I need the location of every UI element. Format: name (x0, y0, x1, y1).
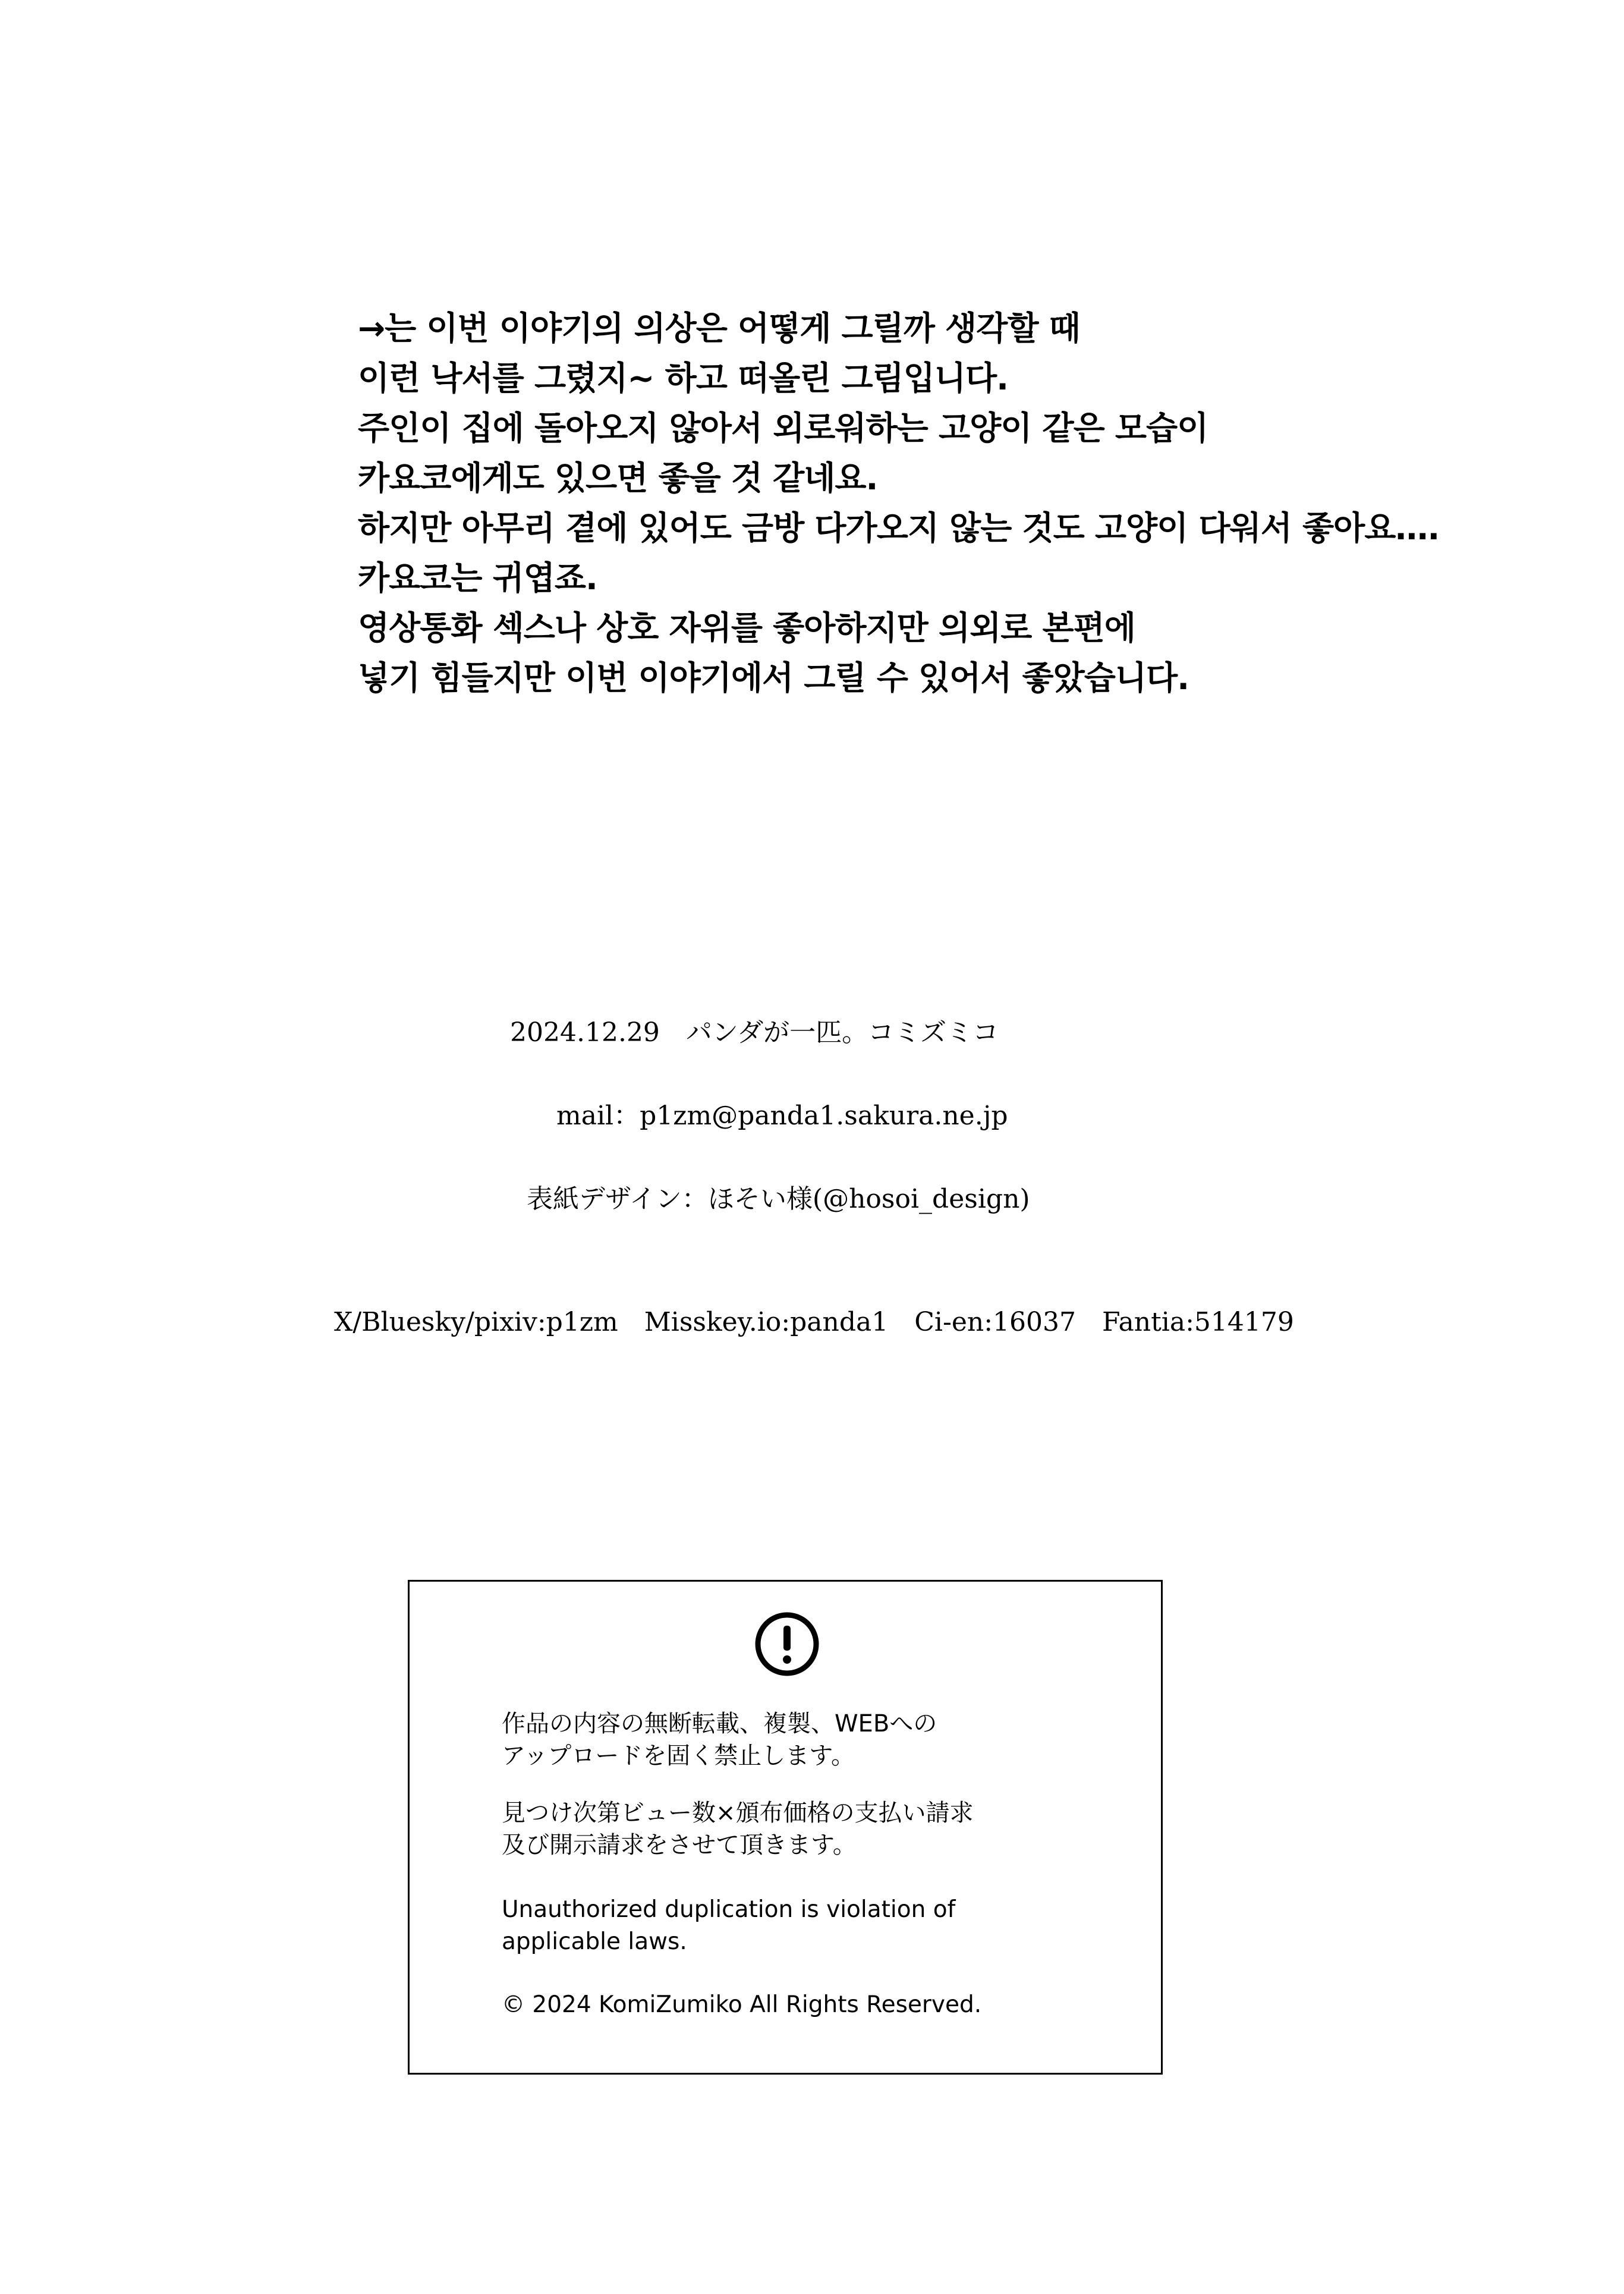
notice-japanese-claim (502, 1797, 974, 1861)
credit-cover-design: 表紙デザイン：ほそい様(@hosoi_design) (527, 1184, 1030, 1214)
copyright-line: © 2024 KomiZumiko All Rights Reserved. (502, 1991, 982, 2018)
notice-japanese-prohibition (502, 1708, 937, 1772)
credit-sns-accounts: X/Bluesky/pixiv:p1zm Misskey.io:panda1 Ci-en:16037 Fantia:514179 (334, 1307, 1294, 1337)
copyright-notice-box (408, 1580, 1163, 2075)
notice-line: アップロードを固く禁止します。 (502, 1742, 855, 1770)
afterword-line: 이런 낙서를 그렸지~ 하고 떠올린 그림입니다. (358, 359, 1009, 397)
notice-line: 見つけ次第ビュー数×頒布価格の支払い請求 (502, 1799, 974, 1827)
exclamation-circle-icon (754, 1611, 820, 1677)
notice-line: Unauthorized duplication is violation of (502, 1896, 956, 1923)
afterword-line: 카요코는 귀엽죠. (358, 559, 597, 597)
credit-mail: mail：p1zm@panda1.sakura.ne.jp (556, 1101, 1008, 1131)
afterword-line: 주인이 집에 돌아오지 않아서 외로워하는 고양이 같은 모습이 (358, 409, 1208, 447)
afterword-line: 넣기 힘들지만 이번 이야기에서 그릴 수 있어서 좋았습니다. (358, 659, 1189, 697)
notice-line: 及び開示請求をさせて頂きます。 (502, 1831, 857, 1859)
afterword-line: 영상통화 섹스나 상호 자위를 좋아하지만 의외로 본편에 (358, 609, 1135, 647)
notice-english (502, 1894, 955, 1958)
afterword-text (358, 303, 1440, 703)
afterword-line: →는 이번 이야기의 의상은 어떻게 그릴까 생각할 때 (358, 309, 1080, 347)
notice-line: 作品の内容の無断転載、複製、WEBへの (502, 1710, 937, 1737)
notice-line: applicable laws. (502, 1928, 687, 1955)
afterword-line: 하지만 아무리 곁에 있어도 금방 다가오지 않는 것도 고양이 다워서 좋아요…. (358, 509, 1440, 547)
afterword-line: 카요코에게도 있으면 좋을 것 같네요. (358, 459, 878, 497)
credit-date-circle: 2024.12.29 パンダが一匹。コミズミコ (510, 1017, 999, 1048)
